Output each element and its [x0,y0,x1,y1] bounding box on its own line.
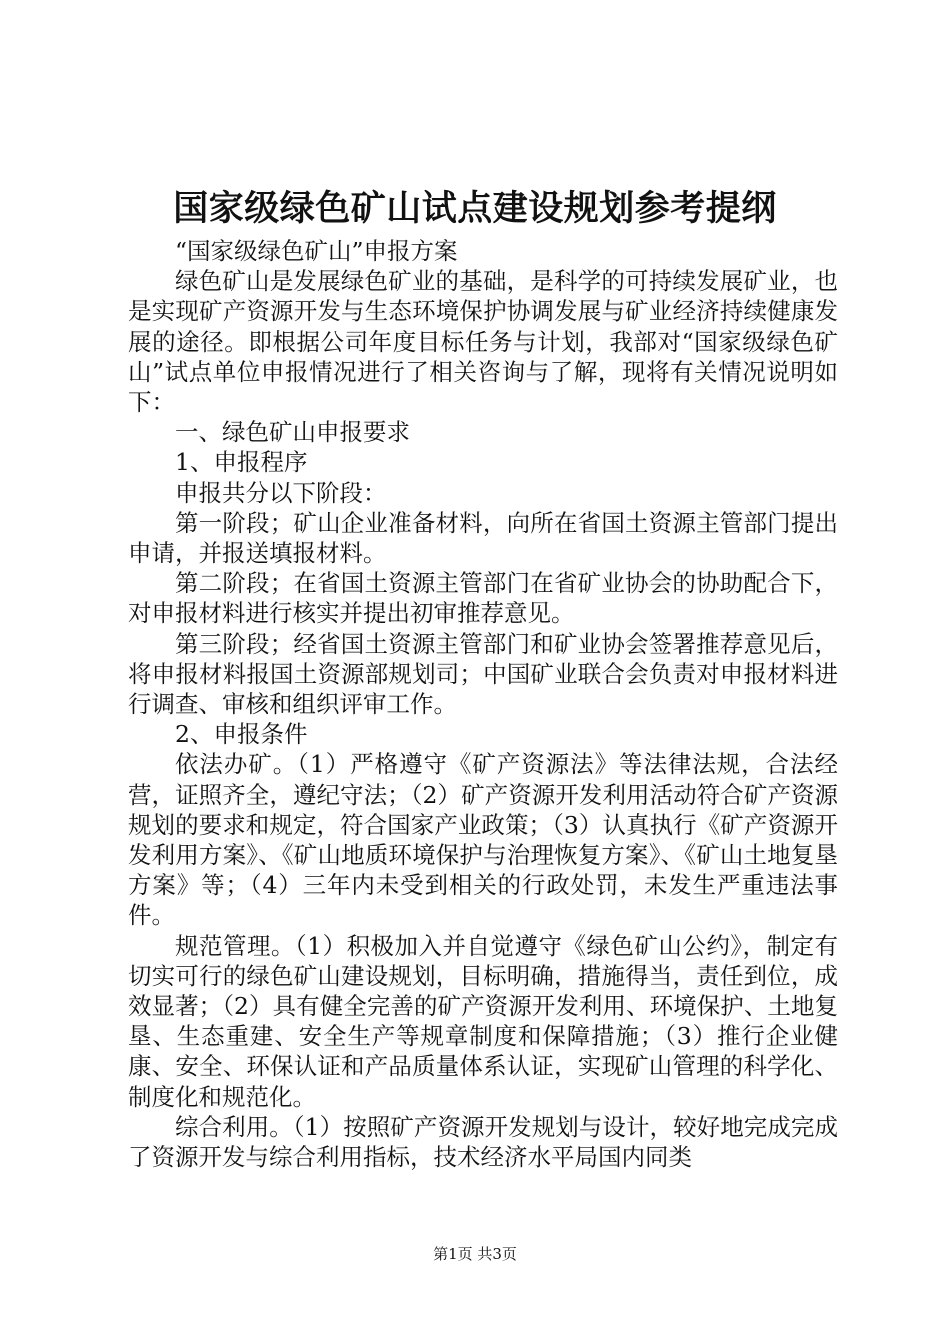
paragraph-subtitle: “国家级绿色矿山”申报方案 [175,237,458,265]
paragraph: 第二阶段；在省国土资源主管部门在省矿业协会的协助配合下，对申报材料进行核实并提出初审推荐意见。 [128,569,838,628]
paragraph-intro: 绿色矿山是发展绿色矿业的基础，是科学的可持续发展矿业，也是实现矿产资源开发与生态环境保护协调发展与矿业经济持续健康发展的途径。即根据公司年度目标任务与计划，我部对“国家级绿色矿山”试点单位申报情况进行了相关咨询与了解，现将有关情况说明如下： [128,267,838,417]
paragraph: 第一阶段；矿山企业准备材料，向所在省国土资源主管部门提出申请，并报送填报材料。 [128,508,838,568]
document-title: 国家级绿色矿山试点建设规划参考提纲 [173,188,777,229]
subsection-heading: 2、申报条件 [175,720,308,749]
subsection-heading: 1、申报程序 [175,448,308,477]
paragraph: 申报共分以下阶段： [175,478,387,507]
paragraph: 综合利用。（1）按照矿产资源开发规划与设计，较好地完成完成了资源开发与综合利用指标，技术经济水平局国内同类 [128,1112,838,1172]
paragraph: 第三阶段；经省国土资源主管部门和矿业协会签署推荐意见后，将申报材料报国土资源部规划司；中国矿业联合会负责对申报材料进行调查、审核和组织评审工作。 [128,629,838,719]
document-body [128,236,838,1172]
paragraph: 规范管理。（1）积极加入并自觉遵守《绿色矿山公约》，制定有切实可行的绿色矿山建设规划，目标明确，措施得当，责任到位，成效显著；（2）具有健全完善的矿产资源开发利用、环境保护、土地复垦、生态重建、安全生产等规章制度和保障措施；（3）推行企业健康、安全、环保认证和产品质量体系认证，实现矿山管理的科学化、制度化和规范化。 [128,931,838,1111]
paragraph: 依法办矿。（1）严格遵守《矿产资源法》等法律法规，合法经营，证照齐全，遵纪守法；（2）矿产资源开发利用活动符合矿产资源规划的要求和规定，符合国家产业政策；（3）认真执行《矿产资源开发利用方案》、《矿山地质环境保护与治理恢复方案》、《矿山土地复垦方案》等；（4）三年内未受到相关的行政处罚，未发生严重违法事件。 [128,750,838,930]
section-heading: 一、绿色矿山申报要求 [175,418,410,447]
page-number-footer: 第1页 共3页 [433,1245,517,1263]
